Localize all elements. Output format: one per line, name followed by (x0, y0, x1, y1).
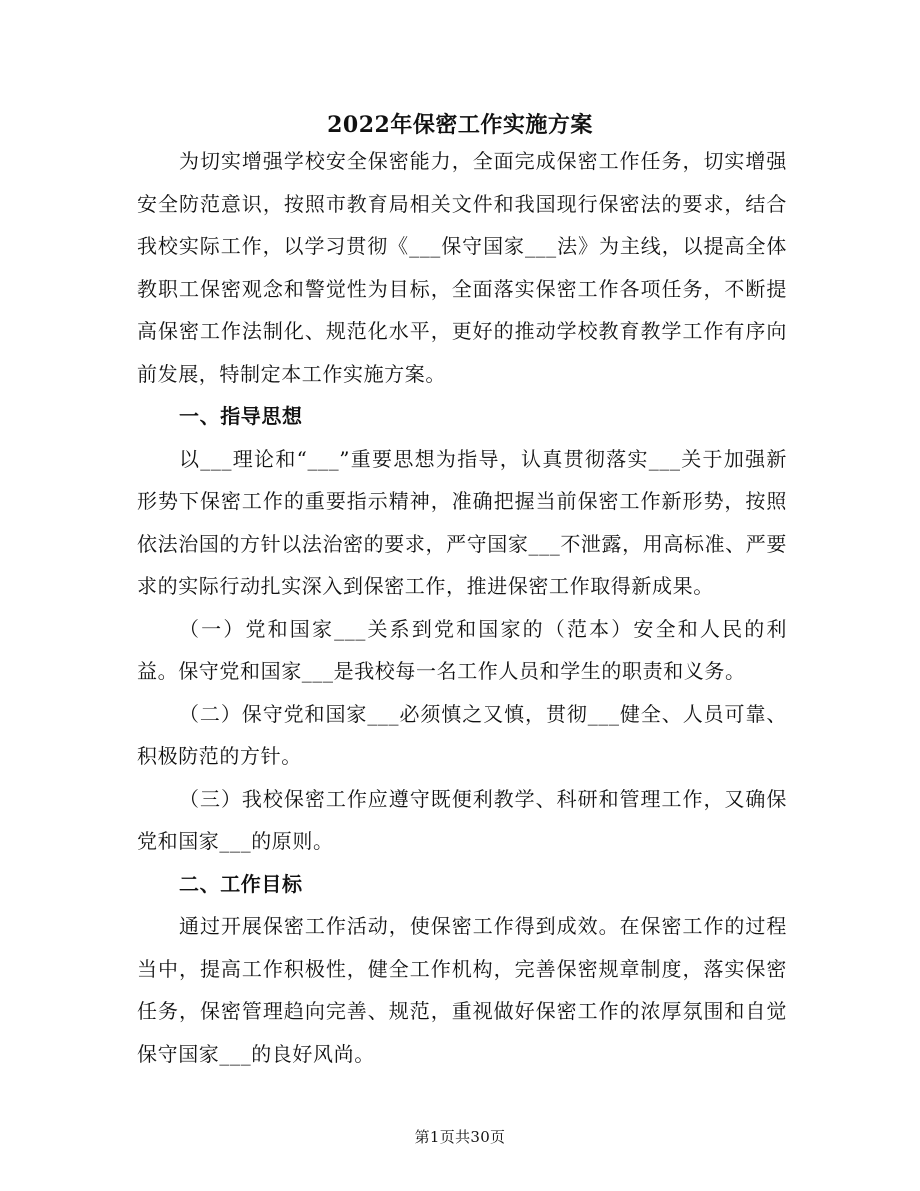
section-heading-guiding-thought: 一、指导思想 (179, 404, 303, 428)
guiding-thought-paragraph: 以___理论和“___”重要思想为指导，认真贯彻落实___关于加强新形势下保密工作的重要指示精神，准确把握当前保密工作新形势，按照依法治国的方针以法治密的要求，严守国家___不泄露，用高标准、严要求的实际行动扎实深入到保密工作，推进保密工作取得新成果。 (137, 446, 787, 598)
list-item-1: （一）党和国家___关系到党和国家的（范本）安全和人民的利益。保守党和国家___是我校每一名工作人员和学生的职责和义务。 (137, 616, 787, 683)
section-heading-work-goals: 二、工作目标 (179, 871, 303, 896)
document-body (137, 140, 787, 1075)
intro-paragraph: 为切实增强学校安全保密能力，全面完成保密工作任务，切实增强安全防范意识，按照市教育局相关文件和我国现行保密法的要求，结合我校实际工作，以学习贯彻《___保守国家___法》为主线，以提高全体教职工保密观念和警觉性为目标，全面落实保密工作各项任务，不断提高保密工作法制化、规范化水平，更好的推动学校教育教学工作有序向前发展，特制定本工作实施方案。 (137, 149, 787, 386)
document-title: 2022年保密工作实施方案 (327, 112, 593, 138)
list-item-3: （三）我校保密工作应遵守既便利教学、科研和管理工作，又确保党和国家___的原则。 (137, 786, 787, 853)
list-item-2: （二）保守党和国家___必须慎之又慎，贯彻___健全、人员可靠、积极防范的方针。 (137, 701, 787, 768)
page-number-footer: 第1页共30页 (414, 1128, 506, 1146)
work-goals-paragraph: 通过开展保密工作活动，使保密工作得到成效。在保密工作的过程当中，提高工作积极性，健全工作机构，完善保密规章制度，落实保密任务，保密管理趋向完善、规范，重视做好保密工作的浓厚氛围和自觉保守国家___的良好风尚。 (137, 914, 787, 1066)
